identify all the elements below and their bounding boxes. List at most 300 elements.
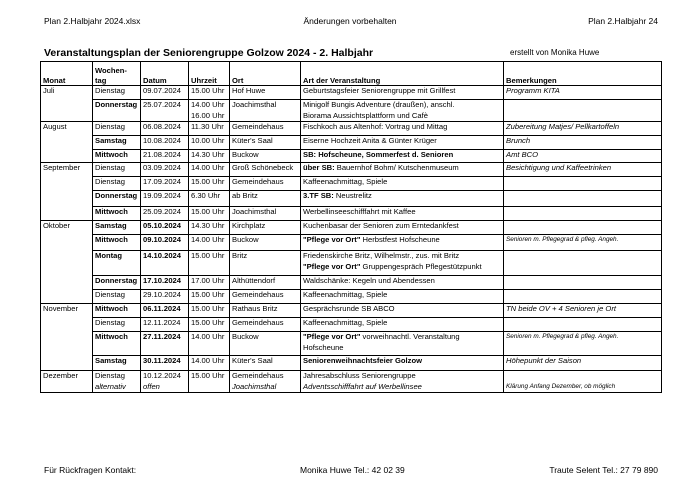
cell-time bbox=[189, 221, 230, 235]
cell-text: offen bbox=[143, 381, 160, 391]
cell-date bbox=[141, 251, 189, 276]
table-row bbox=[41, 382, 662, 393]
cell-text: 10.12.2024 bbox=[143, 371, 182, 381]
cell-text: 10.08.2024 bbox=[143, 136, 182, 146]
cell-text: 06.08.2024 bbox=[143, 122, 182, 132]
cell-text: 17.10.2024 bbox=[143, 276, 182, 286]
table-row bbox=[41, 163, 662, 177]
cell-text: Jahresabschluss Seniorengruppe bbox=[303, 371, 416, 381]
table-row bbox=[41, 235, 662, 251]
cell-notes bbox=[504, 136, 662, 150]
cell-text: Juli bbox=[43, 86, 55, 95]
cell-text: Biorama Aussichtsplattform und Cafè bbox=[303, 110, 428, 120]
cell-weekday bbox=[93, 221, 141, 235]
cell-text: Hof Huwe bbox=[232, 86, 266, 95]
cell-text: SB: bbox=[303, 150, 319, 160]
cell-event bbox=[301, 251, 504, 276]
cell-notes bbox=[504, 290, 662, 304]
cell-text: Senioren m. Pflegegrad & pfleg. Angeh. bbox=[506, 333, 619, 341]
cell-month bbox=[41, 177, 93, 191]
cell-place bbox=[230, 86, 301, 100]
col-header-date: Datum bbox=[141, 62, 189, 86]
cell-text: Kaffeenachmittag, Spiele bbox=[303, 318, 388, 328]
cell-place bbox=[230, 235, 301, 251]
table-row bbox=[41, 221, 662, 235]
cell-date bbox=[141, 382, 189, 393]
cell-weekday bbox=[93, 136, 141, 150]
cell-text: September bbox=[43, 163, 81, 173]
table-row bbox=[41, 356, 662, 371]
cell-time bbox=[189, 177, 230, 191]
cell-text: 10.00 Uhr bbox=[191, 136, 225, 146]
table-row bbox=[41, 371, 662, 382]
cell-text: Werbellinseeschifffahrt mit Kaffee bbox=[303, 207, 416, 217]
cell-text: 29.10.2024 bbox=[143, 290, 182, 300]
cell-notes bbox=[504, 177, 662, 191]
cell-notes bbox=[504, 191, 662, 207]
cell-place bbox=[230, 251, 301, 276]
header-filename: Plan 2.Halbjahr 2024.xlsx bbox=[44, 16, 141, 26]
cell-text: 16.00 Uhr bbox=[191, 110, 225, 120]
cell-place bbox=[230, 290, 301, 304]
cell-text: Samstag bbox=[95, 356, 127, 366]
cell-place bbox=[230, 371, 301, 382]
cell-text: 09.07.2024 bbox=[143, 86, 182, 95]
cell-weekday bbox=[93, 122, 141, 136]
cell-text: 05.10.2024 bbox=[143, 221, 182, 231]
cell-place bbox=[230, 111, 301, 122]
cell-text: 03.09.2024 bbox=[143, 163, 182, 173]
cell-month bbox=[41, 318, 93, 332]
cell-place bbox=[230, 332, 301, 356]
cell-month bbox=[41, 251, 93, 276]
cell-weekday bbox=[93, 177, 141, 191]
table-row bbox=[41, 290, 662, 304]
cell-notes bbox=[504, 304, 662, 318]
cell-notes bbox=[504, 122, 662, 136]
cell-text: Brunch bbox=[506, 136, 531, 146]
cell-date bbox=[141, 163, 189, 177]
cell-place bbox=[230, 191, 301, 207]
cell-text: Dienstag bbox=[95, 371, 125, 381]
cell-weekday bbox=[93, 207, 141, 221]
cell-text: Gemeindehaus bbox=[232, 122, 284, 132]
cell-date bbox=[141, 276, 189, 290]
cell-weekday bbox=[93, 382, 141, 393]
cell-text: alternativ bbox=[95, 381, 126, 391]
cell-notes bbox=[504, 356, 662, 371]
table-row bbox=[41, 150, 662, 163]
cell-text: August bbox=[43, 122, 67, 132]
cell-time bbox=[189, 163, 230, 177]
cell-date bbox=[141, 177, 189, 191]
cell-text: Dezember bbox=[43, 371, 79, 381]
cell-month bbox=[41, 221, 93, 235]
cell-text: 27.11.2024 bbox=[143, 332, 181, 342]
cell-text: Minigolf Bungis Adventure (draußen), anschl. bbox=[303, 100, 455, 109]
cell-weekday bbox=[93, 235, 141, 251]
cell-text: 14.30 Uhr bbox=[191, 221, 225, 231]
cell-text: 14.00 Uhr bbox=[191, 163, 225, 173]
cell-month bbox=[41, 235, 93, 251]
cell-event bbox=[301, 304, 504, 318]
footer-contact-label: Für Rückfragen Kontakt: bbox=[44, 465, 137, 475]
cell-text: 25.09.2024 bbox=[143, 207, 182, 217]
col-header-notes: Bemerkungen bbox=[504, 62, 662, 86]
cell-month bbox=[41, 150, 93, 163]
cell-text: 6.30 Uhr bbox=[191, 191, 221, 201]
cell-text: 30.11.2024 bbox=[143, 356, 181, 366]
cell-event bbox=[301, 276, 504, 290]
cell-text: ab Britz bbox=[232, 191, 258, 201]
cell-text: Besichtigung und Kaffeetrinken bbox=[506, 163, 612, 173]
cell-weekday bbox=[93, 332, 141, 356]
cell-text: 21.08.2024 bbox=[143, 150, 182, 160]
cell-date bbox=[141, 100, 189, 111]
cell-text: 17.09.2024 bbox=[143, 177, 182, 187]
cell-text: Geburtstagsfeier Seniorengruppe mit Grillfest bbox=[303, 86, 456, 95]
cell-event bbox=[301, 207, 504, 221]
cell-month bbox=[41, 86, 93, 100]
schedule-table bbox=[40, 61, 662, 393]
cell-time bbox=[189, 150, 230, 163]
cell-text: Joachimsthal bbox=[232, 207, 277, 217]
cell-text: Donnerstag bbox=[95, 100, 138, 109]
cell-text: Dienstag bbox=[95, 122, 125, 132]
cell-date bbox=[141, 304, 189, 318]
cell-text: 12.11.2024 bbox=[143, 318, 181, 328]
cell-month bbox=[41, 371, 93, 382]
cell-text: 14.00 Uhr bbox=[191, 356, 225, 366]
cell-text: 14.30 Uhr bbox=[191, 150, 225, 160]
cell-text: Donnerstag bbox=[95, 276, 138, 286]
cell-notes bbox=[504, 221, 662, 235]
cell-event bbox=[301, 356, 504, 371]
cell-text: Küter's Saal bbox=[232, 356, 273, 366]
cell-text: 15.00 Uhr bbox=[191, 251, 225, 261]
cell-time bbox=[189, 122, 230, 136]
cell-text: Gruppengespräch Pflegestützpunkt bbox=[362, 261, 482, 271]
cell-date bbox=[141, 318, 189, 332]
cell-time bbox=[189, 111, 230, 122]
cell-event bbox=[301, 290, 504, 304]
cell-time bbox=[189, 382, 230, 393]
cell-time bbox=[189, 332, 230, 356]
cell-text: 25.07.2024 bbox=[143, 100, 182, 109]
cell-notes bbox=[504, 207, 662, 221]
cell-month bbox=[41, 122, 93, 136]
cell-time bbox=[189, 290, 230, 304]
cell-time bbox=[189, 356, 230, 371]
cell-text: Donnerstag bbox=[95, 191, 138, 201]
cell-text: Dienstag bbox=[95, 177, 125, 187]
cell-text: Dienstag bbox=[95, 86, 125, 95]
cell-text: Buckow bbox=[232, 150, 259, 160]
cell-text: 15.00 Uhr bbox=[191, 290, 225, 300]
cell-date bbox=[141, 111, 189, 122]
cell-weekday bbox=[93, 304, 141, 318]
cell-event bbox=[301, 221, 504, 235]
cell-place bbox=[230, 304, 301, 318]
cell-text: Dienstag bbox=[95, 163, 125, 173]
cell-text: Gemeindehaus bbox=[232, 371, 284, 381]
table-row bbox=[41, 122, 662, 136]
cell-event bbox=[301, 191, 504, 207]
cell-event bbox=[301, 122, 504, 136]
cell-notes bbox=[504, 150, 662, 163]
cell-notes bbox=[504, 100, 662, 111]
footer-contact-huwe: Monika Huwe Tel.: 42 02 39 bbox=[300, 465, 405, 475]
table-row bbox=[41, 251, 662, 276]
cell-time bbox=[189, 100, 230, 111]
cell-text: Gemeindehaus bbox=[232, 290, 284, 300]
cell-time bbox=[189, 191, 230, 207]
cell-text: Mittwoch bbox=[95, 207, 128, 217]
cell-weekday bbox=[93, 163, 141, 177]
cell-text: Neustrelitz bbox=[335, 191, 372, 201]
col-header-month: Monat bbox=[41, 62, 93, 86]
cell-text: 15.00 Uhr bbox=[191, 177, 225, 187]
cell-place bbox=[230, 136, 301, 150]
cell-month bbox=[41, 290, 93, 304]
cell-date bbox=[141, 332, 189, 356]
cell-text: Dienstag bbox=[95, 318, 125, 328]
cell-text: Waldschänke: Kegeln und Abendessen bbox=[303, 276, 435, 286]
cell-text: 15.00 Uhr bbox=[191, 318, 225, 328]
cell-place bbox=[230, 122, 301, 136]
cell-notes bbox=[504, 251, 662, 276]
cell-text: Joachimsthal bbox=[232, 100, 277, 109]
cell-text: Höhepunkt der Saison bbox=[506, 356, 582, 366]
cell-place bbox=[230, 177, 301, 191]
cell-event bbox=[301, 235, 504, 251]
cell-place bbox=[230, 221, 301, 235]
cell-text: Oktober bbox=[43, 221, 71, 231]
cell-place bbox=[230, 163, 301, 177]
cell-text: 14.00 Uhr bbox=[191, 332, 225, 342]
cell-month bbox=[41, 382, 93, 393]
table-row bbox=[41, 136, 662, 150]
cell-text: Kirchplatz bbox=[232, 221, 266, 231]
cell-time bbox=[189, 318, 230, 332]
cell-time bbox=[189, 371, 230, 382]
header-notice: Änderungen vorbehalten bbox=[303, 16, 397, 26]
cell-date bbox=[141, 191, 189, 207]
cell-date bbox=[141, 207, 189, 221]
cell-event bbox=[301, 371, 504, 382]
cell-event bbox=[301, 163, 504, 177]
cell-text: Senioren m. Pflegegrad & pfleg. Angeh. bbox=[506, 236, 619, 244]
cell-text: Seniorenweihnachtsfeier Golzow bbox=[303, 356, 422, 366]
cell-place bbox=[230, 207, 301, 221]
cell-text: "Pflege vor Ort" bbox=[303, 235, 363, 245]
table-row bbox=[41, 276, 662, 290]
cell-date bbox=[141, 86, 189, 100]
cell-text: Britz bbox=[232, 251, 248, 261]
cell-month bbox=[41, 207, 93, 221]
cell-text: Buckow bbox=[232, 332, 259, 342]
cell-text: Joachimsthal bbox=[232, 381, 277, 391]
cell-time bbox=[189, 304, 230, 318]
cell-text: Gemeindehaus bbox=[232, 318, 284, 328]
table-row bbox=[41, 304, 662, 318]
cell-text: 17.00 Uhr bbox=[191, 276, 225, 286]
cell-text: "Pflege vor Ort" bbox=[303, 332, 363, 342]
cell-event bbox=[301, 177, 504, 191]
cell-place bbox=[230, 276, 301, 290]
cell-date bbox=[141, 136, 189, 150]
col-header-weekday: Wochen-tag bbox=[93, 62, 141, 86]
cell-time bbox=[189, 251, 230, 276]
cell-text: Eiserne Hochzeit Anita & Günter Krüger bbox=[303, 136, 437, 146]
cell-text: Kaffeenachmittag, Spiele bbox=[303, 290, 388, 300]
cell-event bbox=[301, 111, 504, 122]
cell-event bbox=[301, 332, 504, 356]
cell-text: Buckow bbox=[232, 235, 259, 245]
table-row bbox=[41, 86, 662, 100]
cell-weekday bbox=[93, 318, 141, 332]
cell-place bbox=[230, 150, 301, 163]
cell-notes bbox=[504, 235, 662, 251]
cell-month bbox=[41, 111, 93, 122]
cell-text: 15.00 Uhr bbox=[191, 371, 225, 381]
cell-text: Küter's Saal bbox=[232, 136, 273, 146]
table-row bbox=[41, 332, 662, 356]
cell-notes bbox=[504, 276, 662, 290]
cell-text: Hofscheune, Sommerfest d. Senioren bbox=[318, 150, 454, 160]
cell-date bbox=[141, 290, 189, 304]
cell-date bbox=[141, 150, 189, 163]
table-row bbox=[41, 207, 662, 221]
cell-text: 15.00 Uhr bbox=[191, 86, 225, 95]
cell-text: 14.10.2024 bbox=[143, 251, 182, 261]
cell-time bbox=[189, 207, 230, 221]
cell-event bbox=[301, 150, 504, 163]
cell-text: über SB: bbox=[303, 163, 337, 173]
cell-event bbox=[301, 382, 504, 393]
cell-event bbox=[301, 318, 504, 332]
cell-text: "Pflege vor Ort" bbox=[303, 261, 363, 271]
col-header-event: Art der Veranstaltung bbox=[301, 62, 504, 86]
table-row bbox=[41, 100, 662, 111]
cell-weekday bbox=[93, 371, 141, 382]
cell-text: Althüttendorf bbox=[232, 276, 276, 286]
cell-notes bbox=[504, 111, 662, 122]
cell-notes bbox=[504, 86, 662, 100]
document-title: Veranstaltungsplan der Seniorengruppe Golzow 2024 - 2. Halbjahr bbox=[44, 47, 374, 59]
cell-text: Klärung Anfang Dezember, ob möglich bbox=[506, 382, 616, 390]
table-row bbox=[41, 111, 662, 122]
cell-text: 15.00 Uhr bbox=[191, 207, 225, 217]
cell-text: Adventsschifffahrt auf Werbellinsee bbox=[303, 381, 422, 391]
cell-notes bbox=[504, 382, 662, 393]
cell-month bbox=[41, 100, 93, 111]
table-row bbox=[41, 191, 662, 207]
cell-text: Gesprächsrunde SB ABCO bbox=[303, 304, 395, 314]
cell-weekday bbox=[93, 290, 141, 304]
cell-text: Kuchenbasar der Senioren zum Erntedankfest bbox=[303, 221, 459, 231]
cell-date bbox=[141, 356, 189, 371]
cell-weekday bbox=[93, 100, 141, 111]
cell-text: 15.00 Uhr bbox=[191, 304, 225, 314]
cell-date bbox=[141, 221, 189, 235]
cell-month bbox=[41, 191, 93, 207]
table-header-row bbox=[41, 62, 662, 86]
cell-text: Samstag bbox=[95, 136, 127, 146]
cell-notes bbox=[504, 332, 662, 356]
cell-text: Rathaus Britz bbox=[232, 304, 278, 314]
cell-text: Bauernhof Bohm/ Kutschenmuseum bbox=[336, 163, 459, 173]
cell-time bbox=[189, 276, 230, 290]
cell-text: Kaffeenachmittag, Spiele bbox=[303, 177, 388, 187]
cell-text: 19.09.2024 bbox=[143, 191, 182, 201]
cell-month bbox=[41, 304, 93, 318]
cell-text: 14.00 Uhr bbox=[191, 100, 225, 109]
cell-text: Dienstag bbox=[95, 290, 125, 300]
cell-notes bbox=[504, 371, 662, 382]
header-page-label: Plan 2.Halbjahr 24 bbox=[588, 16, 658, 26]
cell-text: Herbstfest Hofscheune bbox=[362, 235, 440, 245]
col-header-time: Uhrzeit bbox=[189, 62, 230, 86]
cell-weekday bbox=[93, 276, 141, 290]
cell-event bbox=[301, 100, 504, 111]
cell-weekday bbox=[93, 86, 141, 100]
cell-text: 3.TF SB: bbox=[303, 191, 336, 201]
cell-month bbox=[41, 163, 93, 177]
cell-date bbox=[141, 371, 189, 382]
cell-month bbox=[41, 276, 93, 290]
cell-weekday bbox=[93, 111, 141, 122]
cell-place bbox=[230, 318, 301, 332]
cell-place bbox=[230, 356, 301, 371]
cell-event bbox=[301, 136, 504, 150]
cell-text: Zubereitung Matjes/ Pellkartoffeln bbox=[506, 122, 620, 132]
cell-text: 09.10.2024 bbox=[143, 235, 182, 245]
cell-text: Fischkoch aus Altenhof: Vortrag und Mittag bbox=[303, 122, 448, 132]
cell-weekday bbox=[93, 150, 141, 163]
footer-contact-selent: Traute Selent Tel.: 27 79 890 bbox=[549, 465, 658, 475]
cell-text: Groß Schönebeck bbox=[232, 163, 294, 173]
cell-text: Montag bbox=[95, 251, 122, 261]
table-row bbox=[41, 318, 662, 332]
table-row bbox=[41, 177, 662, 191]
col-header-place: Ort bbox=[230, 62, 301, 86]
cell-event bbox=[301, 86, 504, 100]
cell-weekday bbox=[93, 191, 141, 207]
cell-text: Friedenskirche Britz, Wilhelmstr., zus. mit Britz bbox=[303, 251, 460, 261]
cell-text: Mittwoch bbox=[95, 235, 128, 245]
author-note: erstellt von Monika Huwe bbox=[510, 48, 600, 57]
cell-notes bbox=[504, 318, 662, 332]
cell-month bbox=[41, 136, 93, 150]
cell-weekday bbox=[93, 356, 141, 371]
cell-text: Mittwoch bbox=[95, 332, 128, 342]
cell-time bbox=[189, 235, 230, 251]
cell-text: November bbox=[43, 304, 79, 314]
cell-place bbox=[230, 382, 301, 393]
cell-month bbox=[41, 356, 93, 371]
cell-text: vorweihnachtl. Veranstaltung bbox=[362, 332, 460, 342]
cell-text: Samstag bbox=[95, 221, 127, 231]
cell-text: Amt BCO bbox=[506, 150, 539, 160]
cell-text: Gemeindehaus bbox=[232, 177, 284, 187]
cell-time bbox=[189, 86, 230, 100]
cell-text: 14.00 Uhr bbox=[191, 235, 225, 245]
cell-month bbox=[41, 332, 93, 356]
cell-date bbox=[141, 235, 189, 251]
cell-notes bbox=[504, 163, 662, 177]
cell-place bbox=[230, 100, 301, 111]
